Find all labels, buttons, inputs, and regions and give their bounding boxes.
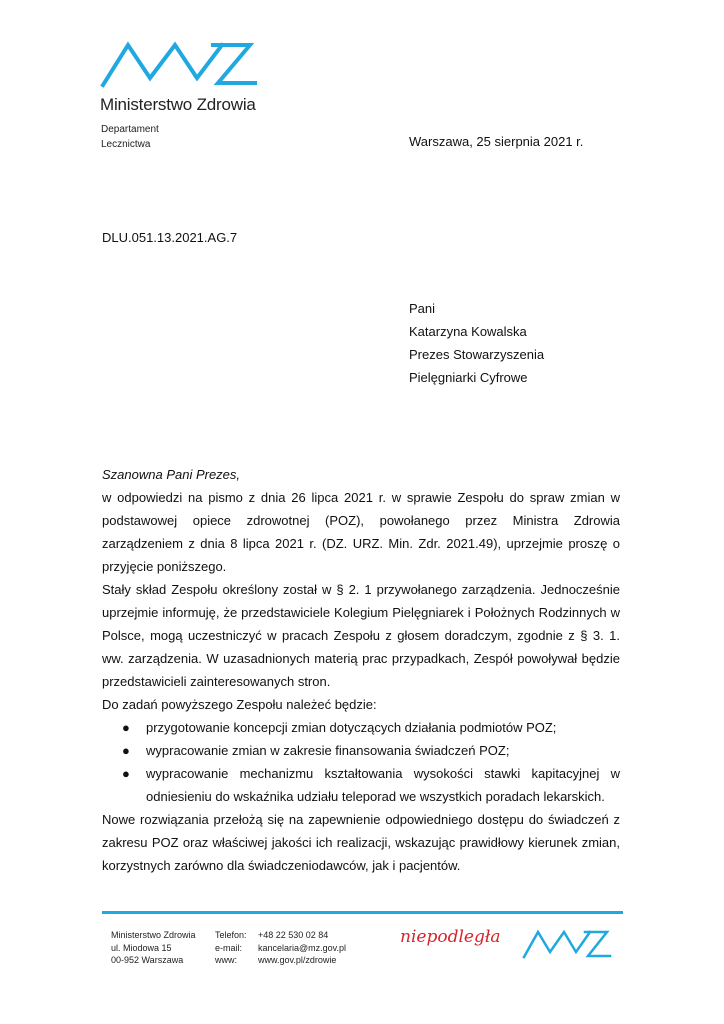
recipient-line-2: Katarzyna Kowalska [409, 324, 527, 339]
email-label: e-mail: [215, 942, 243, 953]
www-value: www.gov.pl/zdrowie [258, 955, 337, 965]
phone-value: +48 22 530 02 84 [258, 930, 329, 940]
footer-address-line-2: ul. Miodowa 15 [111, 942, 172, 953]
list-item [102, 739, 620, 762]
footer-logo-icon [522, 928, 612, 960]
letter-body [102, 463, 620, 877]
department-name [101, 122, 159, 152]
reference-number: DLU.051.13.2021.AG.7 [102, 230, 238, 245]
email-value: kancelaria@mz.gov.pl [258, 942, 347, 953]
ministry-name: Ministerstwo Zdrowia [100, 95, 256, 114]
footer-www-row [215, 954, 346, 967]
bullet-icon: ● [122, 720, 130, 735]
footer-phone-row [215, 929, 346, 942]
place-date: Warszawa, 25 sierpnia 2021 r. [409, 134, 584, 149]
footer-divider [102, 911, 623, 914]
list-item [102, 762, 620, 808]
footer-address-line-3: 00-952 Warszawa [111, 955, 184, 965]
salutation: Szanowna Pani Prezes, [102, 467, 241, 482]
bullet-icon: ● [122, 743, 130, 758]
paragraph-3: Do zadań powyższego Zespołu należeć będzie: [102, 697, 377, 712]
www-label: www: [215, 955, 237, 965]
recipient-block [409, 297, 544, 389]
task-list [102, 716, 620, 808]
list-item-text: wypracowanie mechanizmu kształtowania wysokości stawki kapitacyjnej w odniesieniu do wskaźnika udziału teleporad we wszystkich poradach lekarskich. [146, 766, 620, 804]
list-item-text: przygotowanie koncepcji zmian dotyczących działania podmiotów POZ; [146, 720, 557, 735]
list-item [102, 716, 620, 739]
bullet-icon: ● [122, 766, 130, 781]
phone-label: Telefon: [215, 930, 247, 940]
footer-email-row [215, 942, 346, 955]
recipient-line-3: Prezes Stowarzyszenia [409, 347, 545, 362]
paragraph-4: Nowe rozwiązania przełożą się na zapewnienie odpowiedniego dostępu do świadczeń z zakresu POZ oraz właściwej jakości ich realizacji, wskazując prawidłowy kierunek zmian, korzystnych zarówno dla świadczeniodawców, jak i pacjentów. [102, 812, 620, 873]
footer-contact [215, 929, 346, 967]
list-item-text: wypracowanie zmian w zakresie finansowania świadczeń POZ; [146, 743, 510, 758]
department-line-2: Lecznictwa [101, 139, 151, 150]
recipient-line-1: Pani [409, 301, 436, 316]
niepodlegla-signature: niepodległa [400, 927, 501, 947]
footer-address [111, 929, 196, 967]
ministry-logo-icon [100, 40, 260, 88]
department-line-1: Departament [101, 124, 159, 135]
footer-address-line-1: Ministerstwo Zdrowia [111, 930, 196, 940]
paragraph-1: w odpowiedzi na pismo z dnia 26 lipca 2021 r. w sprawie Zespołu do spraw zmian w podstawowej opiece zdrowotnej (POZ), powołanego przez Ministra Zdrowia zarządzeniem z dnia 8 lipca 2021 r. (DZ. URZ. Min. Zdr. 2021.49), uprzejmie proszę o przyjęcie poniższego. [102, 490, 620, 574]
recipient-line-4: Pielęgniarki Cyfrowe [409, 370, 528, 385]
paragraph-2: Stały skład Zespołu określony został w § 2. 1 przywołanego zarządzenia. Jednocześnie uprzejmie informuję, że przedstawiciele Kolegium Pielęgniarek i Położnych Rodzinnych w Polsce, mogą uczestniczyć w pracach Zespołu z głosem doradczym, zgodnie z § 3. 1. ww. zarządzenia. W uzasadnionych materią prac przypadkach, Zespół powoływał będzie przedstawicieli zainteresowanych stron. [102, 582, 620, 689]
